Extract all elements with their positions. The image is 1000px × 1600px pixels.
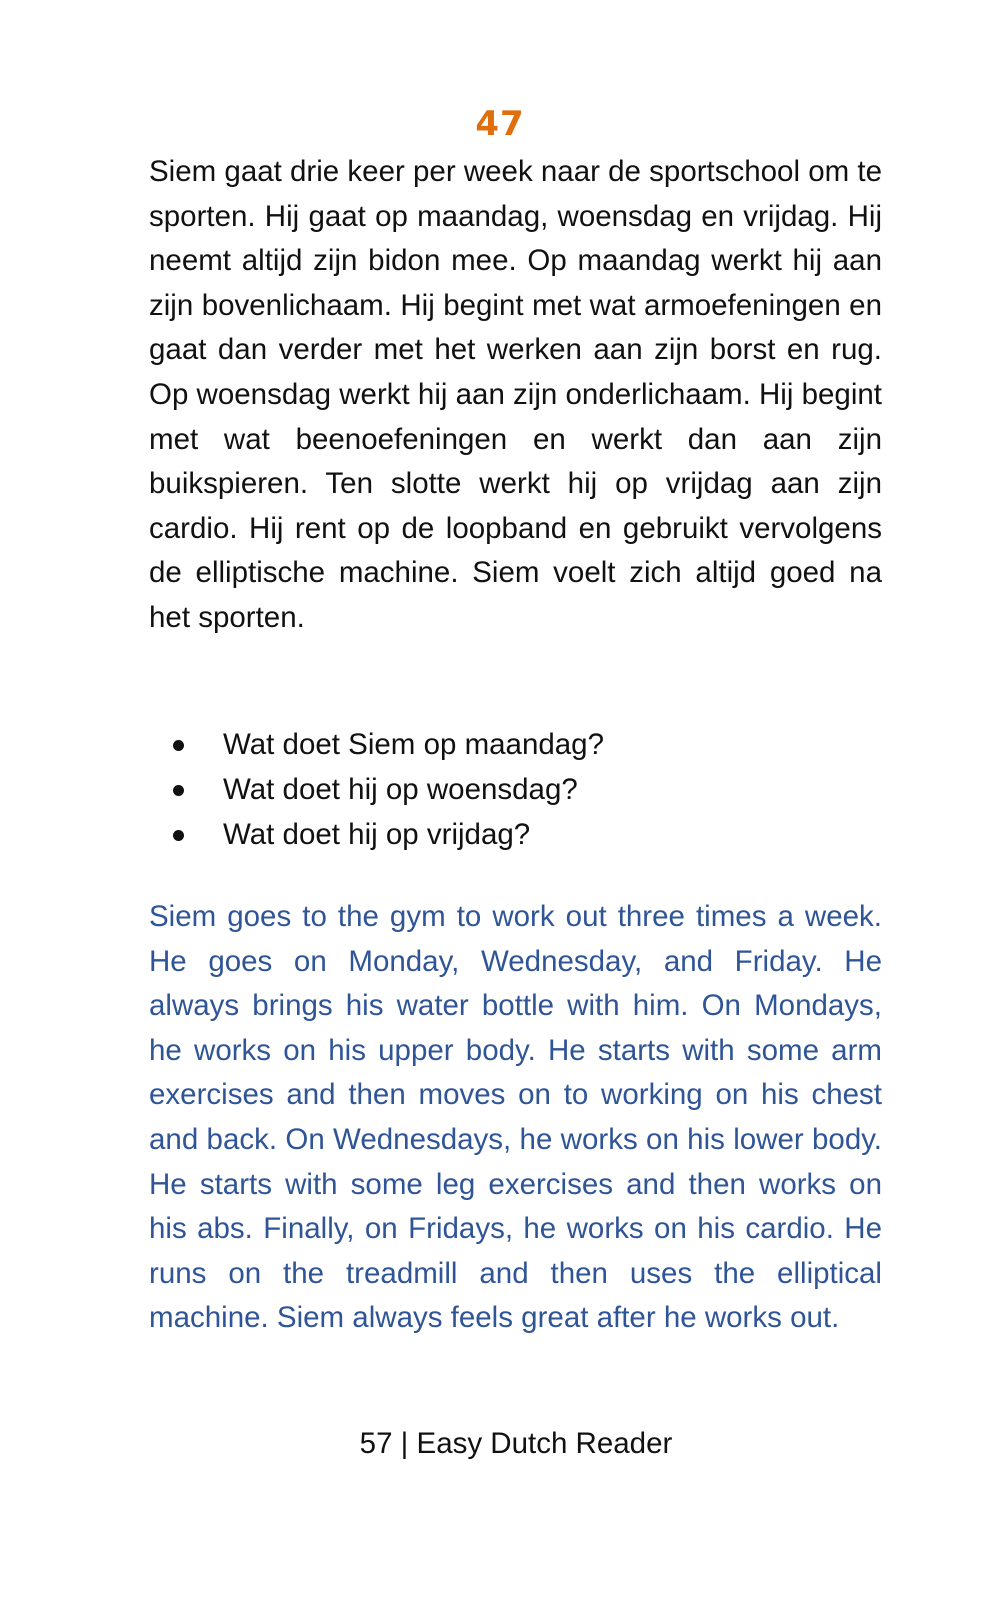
question-item [149, 812, 604, 857]
english-translation-paragraph: Siem goes to the gym to work out three times a week. He goes on Monday, Wednesday, and Friday. He always brings his water bottle with him. On Mondays, he works on his upper body. He starts with some arm exercises and then moves on to working on his chest and back. On Wednesdays, he works on his lower body. He starts with some leg exercises and then works on his abs. Finally, on Fridays, he works on his cardio. He runs on the treadmill and then uses the elliptical machine. Siem always feels great after he works out. [149, 900, 882, 1335]
question-text: Wat doet hij op woensdag? [223, 773, 578, 806]
comprehension-questions-list [149, 722, 604, 857]
story-number: 47 [475, 104, 525, 144]
page-footer: 57 | Easy Dutch Reader [359, 1427, 673, 1460]
bullet-icon [173, 740, 184, 751]
question-item [149, 722, 604, 767]
question-item [149, 767, 604, 812]
question-text: Wat doet hij op vrijdag? [223, 818, 531, 851]
dutch-story-paragraph: Siem gaat drie keer per week naar de sportschool om te sporten. Hij gaat op maandag, woensdag en vrijdag. Hij neemt altijd zijn bidon mee. Op maandag werkt hij aan zijn bovenlichaam. Hij begint met wat armoefeningen en gaat dan verder met het werken aan zijn borst en rug. Op woensdag werkt hij aan zijn onderlichaam. Hij begint met wat beenoefeningen en werkt dan aan zijn buikspieren. Ten slotte werkt hij op vrijdag aan zijn cardio. Hij rent op de loopband en gebruikt vervolgens de elliptische machine. Siem voelt zich altijd goed na het sporten. [149, 155, 882, 634]
question-text: Wat doet Siem op maandag? [223, 728, 604, 761]
bullet-icon [173, 785, 184, 796]
bullet-icon [173, 830, 184, 841]
